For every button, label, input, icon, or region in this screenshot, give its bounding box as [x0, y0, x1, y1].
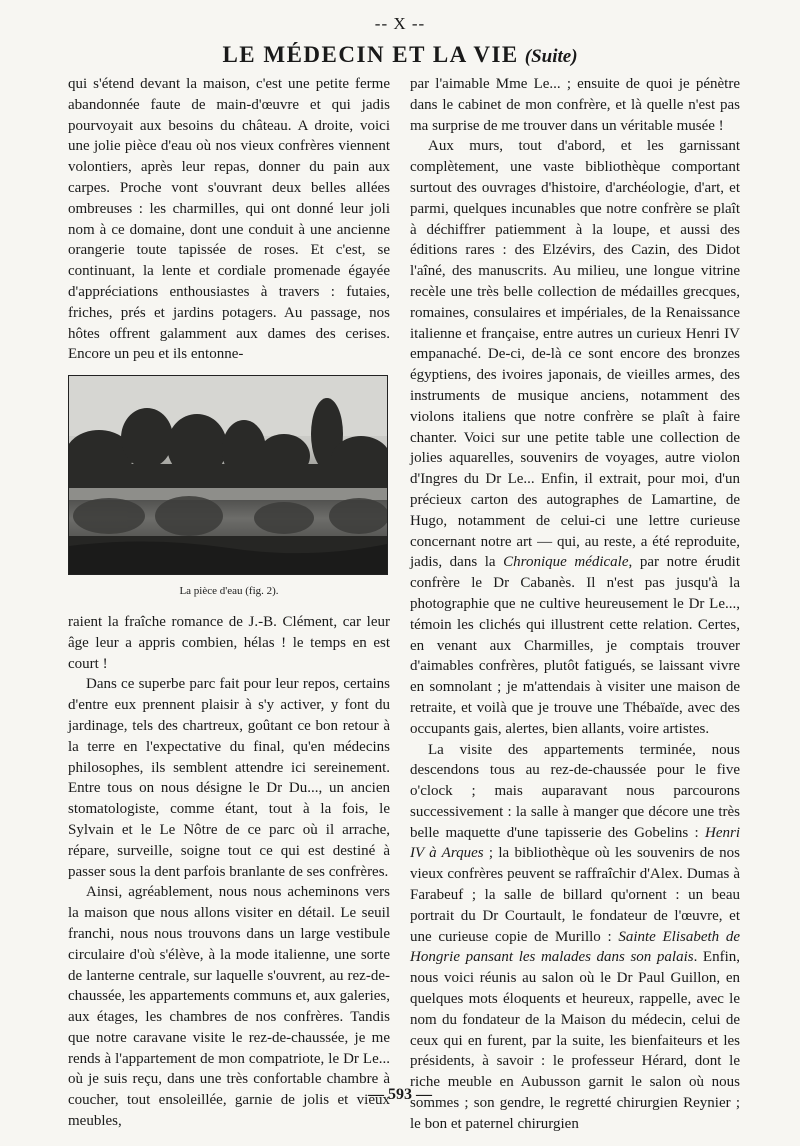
journal-title: Chronique médicale	[503, 554, 629, 571]
running-folio: -- X --	[374, 14, 426, 33]
paragraph-text: La visite des appartements terminée, nous descendons tous au rez-de-chaussée pour le five o'clock ; mais auparavant nous parcourons successivement : la salle à manger que décore une très belle maquette d'une tapisserie des Gobelins :	[410, 741, 740, 841]
figure	[68, 375, 390, 602]
article-title: LE MÉDECIN ET LA VIE	[222, 42, 519, 67]
paragraph: qui s'étend devant la maison, c'est une petite ferme abandonnée faute de main-d'œuvre et qui jadis pourvoyait aux besoins du château. A droite, voici une jolie pièce d'eau où nos vieux confrères viennent volontiers, après leur repas, donner du pain aux carpes. Proche vont s'ouvrant deux belles allées ombreuses : les charmilles, qui ont donné leur joli nom à ce domaine, dont une conduit à une ancienne orangerie toute tapissée de roses. Et c'est, se continuant, la lente et cordiale promenade égayée d'appréciations enthousiastes à travers : futaies, friches, prés et jardins potagers. Au passage, nos hôtes offrent galamment aux dames des cerises. Encore un peu et ils entonne-	[68, 76, 390, 363]
right-column	[410, 74, 740, 1135]
pond-photo	[68, 375, 388, 575]
paragraph-text: ; la bibliothèque où les souvenirs de nos vieux confrères peuvent se raffraîchir d'Alex. Dumas à Farabeuf ; la salle de billard qu'ornent : un beau portrait du Dr Courtault, le fondateur de l'œuvre, et une curieuse copie de Murillo :	[410, 845, 740, 945]
paragraph-text: , par notre érudit confrère le Dr Cabanès. Il n'est pas jusqu'à la photographie que ne cultive heureusement le Dr Le..., témoin les clichés qui illustrent cette relation. Certes, en venant aux Charmilles, je comptais trouver d'aimables confrères, plutôt fatigués, se laissant vivre en somnolant ; je m'attendais à visiter une maison de retraite, et voilà que je trouve une Thébaïde, avec des occupants gais, alertes, bien allants, voire artistes.	[410, 554, 740, 737]
paragraph	[410, 740, 740, 1135]
page-number: — 593 —	[368, 1086, 432, 1103]
page-header	[0, 42, 800, 68]
paragraph: raient la fraîche romance de J.-B. Clément, car leur âge leur a appris combien, hélas ! le temps en est court !	[68, 613, 390, 672]
left-column	[68, 74, 390, 1132]
paragraph: par l'aimable Mme Le... ; ensuite de quoi je pénètre dans le cabinet de mon confrère, et là quelle n'est pas ma surprise de me trouver dans un véritable musée !	[410, 76, 740, 134]
figure-caption: La pièce d'eau (fig. 2).	[179, 585, 279, 598]
article-suite: (Suite)	[524, 46, 578, 67]
paragraph: Dans ce superbe parc fait pour leur repos, certains d'entre eux prennent plaisir à s'y activer, y font du jardinage, tels des chartreux, goûtant ce bon retour à la terre en l'expectative du final, qu'en médecins philosophes, ils semblent attendre ici sereinement. Entre tous on nous désigne le Dr Du..., un ancien stomatologiste, comme étant, tout à la fois, le Sylvain et le Le Nôtre de ce parc où il arrache, répare, surveille, soigne tout ce qui est destiné à passer sous la dent parfois branlante de ses confrères.	[68, 676, 390, 880]
artwork-title: Henri IV à Arques	[410, 824, 740, 862]
paragraph-text: . Enfin, nous voici réunis au salon où le Dr Paul Guillon, en quelques mots éloquents et heureux, rappelle, avec le nom du fondateur de la Maison du médecin, celui de ceux qui en furent, par la suite, les bienfaiteurs et les présidents, à savoir : le professeur Hérard, dont le riche meuble en Aubusson garnit le salon où nous sommes ; son gendre, le regretté chirurgien Reynier ; le bon et paternel chirurgien	[410, 949, 740, 1132]
artwork-title: Sainte Elisabeth de Hongrie pansant les malades dans son palais	[410, 928, 741, 966]
paragraph: Ainsi, agréablement, nous nous acheminons vers la maison que nous allons visiter en détail. Le seuil franchi, nous nous trouvons dans un large vestibule circulaire d'où s'élève, à la mode italienne, une sorte de lanterne centrale, sur laquelle s'ouvrent, au rez-de-chaussée, les appartements communs et, aux galeries, aux étages, les chambres de nos confrères. Tandis que notre caravane visite le rez-de-chaussée, je me rends à l'appartement de mon compatriote, le Dr Le... où je suis reçu, dans une très confortable chambre à coucher, tout ensoleillée, garnie de jolis et vieux meubles,	[68, 884, 390, 1130]
paragraph-text: Aux murs, tout d'abord, et les garnissant complètement, une vaste bibliothèque comportant surtout des ouvrages d'histoire, d'archéologie, d'art, et parmi, quelques incunables que notre confrère se plaît à déchiffrer patiemment à la loupe, et aussi des éditions rares : des Elzévirs, des Cazin, des Didot l'aîné, des manuscrits. Au milieu, une longue vitrine recèle une très belle collection de médailles grecques, romaines, consulaires et impériales, de la Renaissance italienne et française, entre autres un curieux Henri IV empanaché. De-ci, de-là ce sont encore des bronzes égyptiens, des ivoires japonais, de vieilles armes, des instruments de musique anciens, notamment des violons italiens que notre confrère se plaît à faire chanter. Voici sur une petite table une collection de jolies aquarelles, souvenirs de voyages, autre violon d'Ingres du Dr Le... Enfin, il extrait, pour moi, d'un précieux carton des autographes de Lamartine, de Hugo, notamment de celui-ci une lettre curieuse concernant notre art — qui, au reste, a été reproduite, jadis, dans la	[410, 138, 740, 571]
paragraph	[410, 136, 740, 739]
